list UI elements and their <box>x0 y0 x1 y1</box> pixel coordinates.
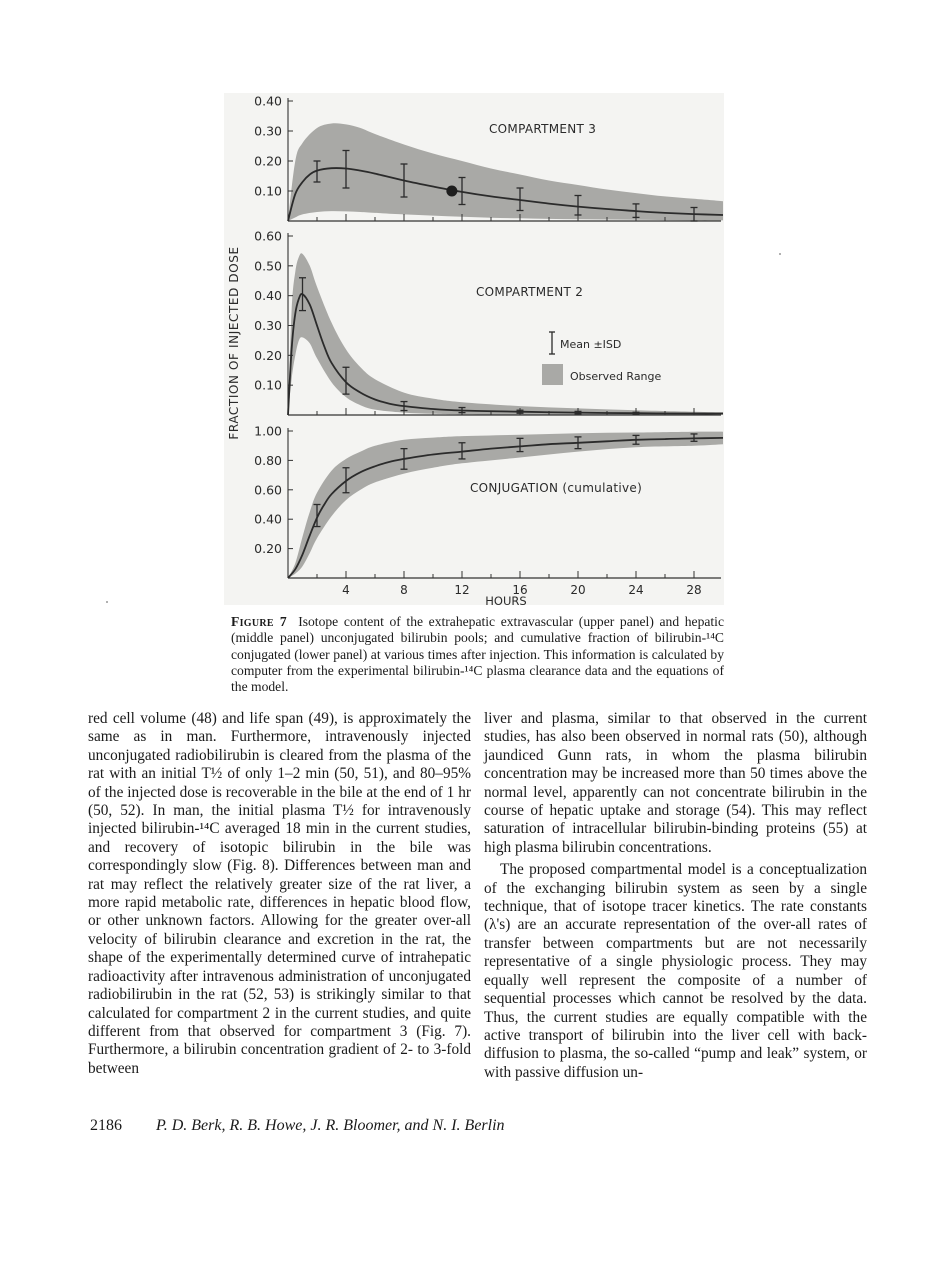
paragraph: red cell volume (48) and life span (49), is approximately the same as in man. Furthermore, intravenously injected unconjugated radiobilirubin is cleared from the plasma of the rat with an initial T½ of only 1–2 min (50, 51), and 80–95% of the injected dose is recoverable in the bile at the end of 1 hr (50, 52). In man, the initial plasma T½ for intravenously injected bilirubin-¹⁴C averaged 18 min in the current studies, and recovery of isotopic bilirubin in the bile was correspondingly slow (Fig. 8). Differences between man and rat may reflect the relatively greater size of the rat liver, a more rapid metabolic rate, differences in hepatic blood flow, or other unknown factors. Allowing for the greater over-all velocity of bilirubin clearance and excretion in the rat, the shape of the experimentally determined curve of intrahepatic radioactivity after intravenous administration of unconjugated radiobilirubin in the rat (52, 53) is strikingly similar to that calculated for compartment 2 in the current studies, and quite different from that observed for compartment 3 (Fig. 7). Furthermore, a bilirubin concentration gradient of 2- to 3-fold between <box>88 710 471 1077</box>
page-footer <box>90 1117 505 1135</box>
y-tick-label: 0.60 <box>254 482 282 498</box>
panel-title: COMPARTMENT 3 <box>489 122 597 136</box>
data-point-marker <box>446 186 457 197</box>
figure-7 <box>224 93 724 605</box>
page-number: 2186 <box>90 1117 122 1134</box>
y-tick-label: 0.40 <box>254 93 282 109</box>
x-tick-label: 4 <box>342 583 350 597</box>
observed-range-legend-swatch <box>542 364 563 385</box>
paragraph: The proposed compartmental model is a conceptualization of the exchanging bilirubin system as seen by a single technique, that of isotope tracer kinetics. The rate constants (λ's) are an accurate representation of the over-all rates of transfer between compartments but are not necessarily representative of a single physiologic process. They may equally well represent the composite of a number of sequential processes which cannot be resolved by the data. Thus, the current studies are equally compatible with the active transport of bilirubin into the liver cell with back-diffusion to plasma, the so-called “pump and leak” system, or with passive diffusion un- <box>484 861 867 1081</box>
y-tick-label: 0.20 <box>254 347 282 363</box>
figure-label: Figure 7 <box>231 614 287 629</box>
panel-title: CONJUGATION (cumulative) <box>470 481 643 495</box>
y-tick-label: 1.00 <box>254 423 282 439</box>
legend <box>542 332 662 385</box>
author-list: P. D. Berk, R. B. Howe, J. R. Bloomer, and N. I. Berlin <box>156 1117 505 1134</box>
y-tick-label: 0.80 <box>254 452 282 468</box>
x-tick-label: 20 <box>570 583 586 597</box>
body-column-left <box>88 710 471 1078</box>
x-tick-label: 24 <box>628 583 644 597</box>
y-tick-label: 0.40 <box>254 288 282 304</box>
y-tick-label: 0.50 <box>254 258 282 274</box>
y-tick-label: 0.10 <box>254 183 282 199</box>
observed-range-band <box>288 123 723 221</box>
scan-speck <box>779 253 781 255</box>
x-axis-label: HOURS <box>485 594 527 605</box>
body-column-right <box>484 710 867 1082</box>
x-tick-label: 28 <box>686 583 702 597</box>
x-tick-label: 12 <box>454 583 470 597</box>
legend-mean-label: Mean ±ISD <box>560 338 622 351</box>
x-tick-label: 8 <box>400 583 408 597</box>
observed-range-band <box>288 432 723 578</box>
y-axis-label: FRACTION OF INJECTED DOSE <box>227 246 241 440</box>
panel-title: COMPARTMENT 2 <box>476 285 584 299</box>
y-tick-label: 0.30 <box>254 318 282 333</box>
y-tick-label: 0.10 <box>254 377 282 393</box>
y-tick-label: 0.20 <box>254 541 282 557</box>
error-bar-legend-icon <box>549 332 555 354</box>
y-tick-label: 0.30 <box>254 123 282 139</box>
panel-compartment-3 <box>254 94 723 222</box>
figure-chart <box>224 93 724 605</box>
panel-conjugation <box>254 424 723 598</box>
y-tick-label: 0.40 <box>254 511 282 527</box>
scan-speck <box>106 601 108 603</box>
legend-range-label: Observed Range <box>570 370 662 383</box>
paragraph: liver and plasma, similar to that observed in the current studies, has also been observed in normal rats (50), although jaundiced Gunn rats, in whom the plasma bilirubin concentration may be increased more than 50 times above the normal level, apparently can not concentrate bilirubin in the course of hepatic uptake and storage (54). This may reflect saturation of intracellular bilirubin-binding proteins (55) at high plasma bilirubin concentrations. <box>484 710 867 856</box>
figure-caption <box>231 614 724 695</box>
caption-text: Isotope content of the extrahepatic extravascular (upper panel) and hepatic (middle panel) unconjugated bilirubin pools; and cumulative fraction of bilirubin-¹⁴C conjugated (lower panel) at various times after injection. This information is calculated by computer from the experimental bilirubin-¹⁴C plasma clearance data and the equations of the model. <box>231 614 724 695</box>
y-tick-label: 0.60 <box>254 228 282 244</box>
x-tick-label: 16 <box>512 583 528 597</box>
panel-compartment-2 <box>254 229 723 416</box>
observed-range-band <box>288 253 723 415</box>
y-tick-label: 0.20 <box>254 153 282 169</box>
